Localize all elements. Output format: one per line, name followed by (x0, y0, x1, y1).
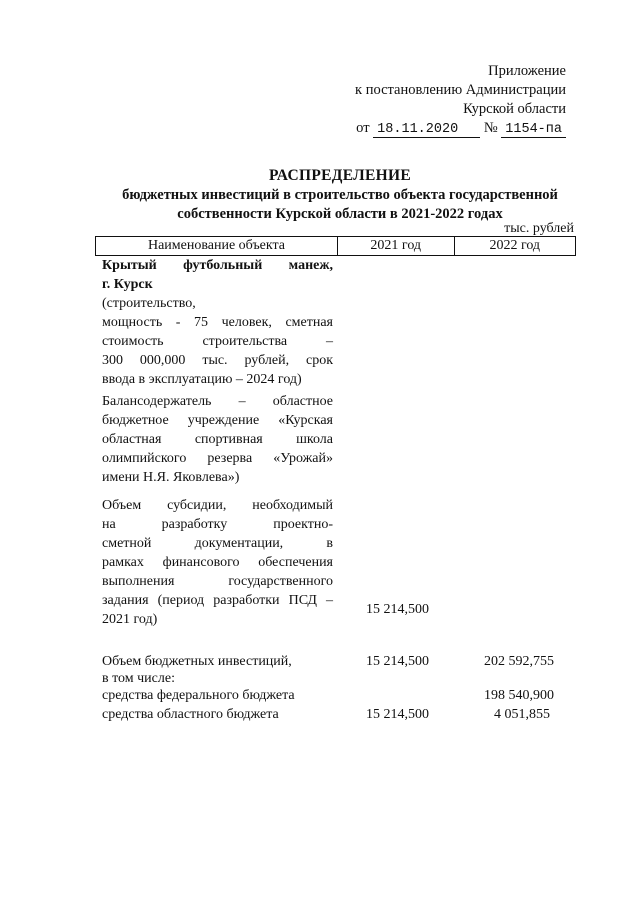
table-header (95, 236, 576, 256)
object-name (102, 256, 333, 294)
appendix-line-1: Приложение (488, 63, 566, 79)
regional-value-2022: 4 051,855 (494, 707, 550, 722)
regional-label: средства областного бюджета (102, 707, 279, 722)
regional-value-2021: 15 214,500 (366, 707, 429, 722)
resolution-number: 1154-па (501, 122, 566, 138)
totals-value-2022: 202 592,755 (484, 654, 554, 669)
totals-label-sub: в том числе: (102, 671, 175, 686)
resolution-date: 18.11.2020 (373, 122, 480, 138)
holder-line: Балансодержатель – областное (102, 394, 333, 409)
title-line-3: собственности Курской области в 2021-2022 годах (177, 206, 503, 222)
totals-value-2021: 15 214,500 (366, 654, 429, 669)
details-line: (строительство, (102, 296, 196, 311)
details-line: ввода в эксплуатацию – 2024 год) (102, 372, 302, 387)
appendix-line-3: Курской области (463, 101, 566, 117)
holder-line: имени Н.Я. Яковлева») (102, 470, 240, 485)
balance-holder (102, 392, 333, 487)
subsidy-line: рамках финансового обеспечения (102, 555, 333, 570)
object-name-line-1: Крытый футбольный манеж, (102, 258, 333, 273)
subsidy-line: на разработку проектно- (102, 517, 333, 532)
document-title (80, 166, 600, 224)
totals-label: Объем бюджетных инвестиций, (102, 654, 292, 669)
subsidy-line: задания (период разработки ПСД – (102, 593, 333, 608)
subsidy-description (102, 496, 333, 629)
units-label: тыс. рублей (504, 221, 574, 236)
federal-value-2022: 198 540,900 (484, 688, 554, 703)
holder-line: олимпийского резерва «Урожай» (102, 451, 333, 466)
appendix-line-2: к постановлению Администрации (355, 82, 566, 98)
subsidy-line: сметной документации, в (102, 536, 333, 551)
details-line: стоимость строительства – (102, 334, 333, 349)
header-2022: 2022 год (454, 237, 576, 255)
number-prefix: № (483, 120, 498, 136)
subsidy-line: выполнения государственного (102, 574, 333, 589)
subsidy-line: 2021 год) (102, 612, 158, 627)
title-main: РАСПРЕДЕЛЕНИЕ (269, 167, 411, 184)
object-name-line-2: г. Курск (102, 277, 153, 292)
header-2021: 2021 год (337, 237, 454, 255)
object-details (102, 294, 333, 389)
date-prefix: от (356, 120, 370, 136)
appendix-header (330, 62, 566, 139)
header-object-name: Наименование объекта (147, 238, 286, 253)
subsidy-line: Объем субсидии, необходимый (102, 498, 333, 513)
details-line: мощность - 75 человек, сметная (102, 315, 333, 330)
federal-label: средства федерального бюджета (102, 688, 295, 703)
subsidy-value-2021: 15 214,500 (366, 602, 429, 617)
appendix-date-line (330, 119, 566, 139)
holder-line: бюджетное учреждение «Курская (102, 413, 333, 428)
holder-line: областная спортивная школа (102, 432, 333, 447)
details-line: 300 000,000 тыс. рублей, срок (102, 353, 333, 368)
title-line-2: бюджетных инвестиций в строительство объекта государственной (122, 187, 558, 203)
